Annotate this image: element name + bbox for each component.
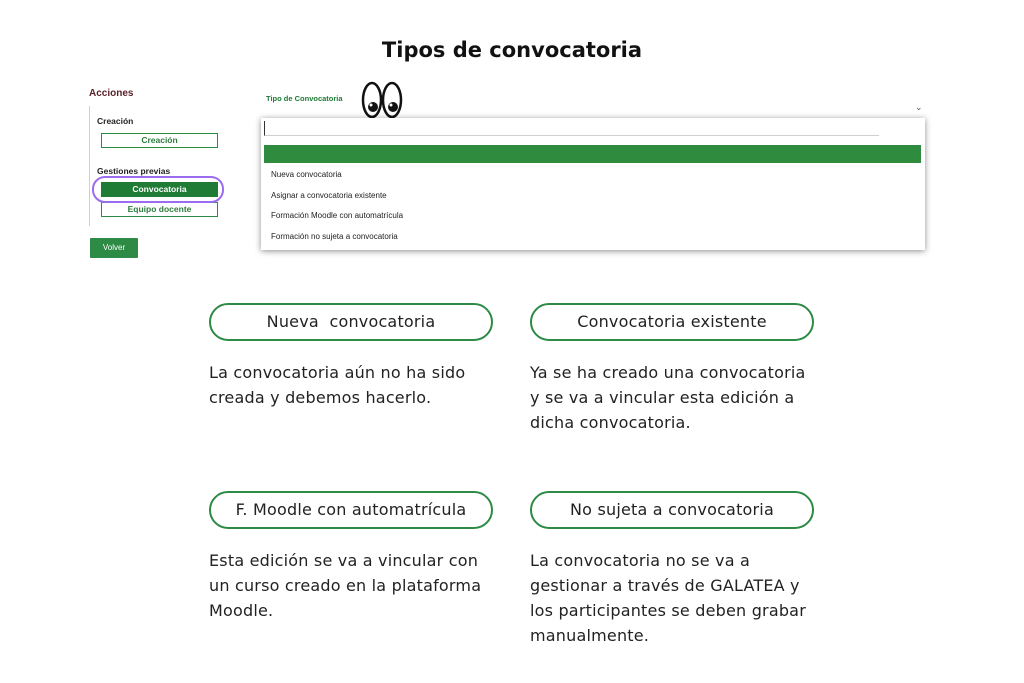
dropdown-selected-option[interactable]	[264, 145, 921, 163]
creacion-button[interactable]: Creación	[101, 133, 218, 148]
tipo-convocatoria-dropdown	[261, 118, 925, 250]
desc-moodle-automatricula: Esta edición se va a vincular con un curso creado en la plataforma Moodle.	[209, 551, 482, 620]
group-label-gestiones-previas: Gestiones previas	[97, 166, 171, 176]
pill-convocatoria-existente: Convocatoria existente	[530, 303, 814, 341]
sidebar-heading: Acciones	[89, 88, 134, 99]
volver-button[interactable]: Volver	[90, 238, 138, 258]
chevron-down-icon[interactable]: ⌄	[915, 102, 923, 112]
desc-no-sujeta: La convocatoria no se va a gestionar a través de GALATEA y los participantes se deben grabar manualmente.	[530, 551, 806, 645]
convocatoria-button[interactable]: Convocatoria	[101, 182, 218, 197]
group-label-creacion: Creación	[97, 116, 134, 126]
equipo-docente-button[interactable]: Equipo docente	[101, 202, 218, 217]
option-formacion-moodle[interactable]: Formación Moodle con automatrícula	[271, 211, 404, 220]
dropdown-search-input[interactable]	[264, 121, 879, 136]
sidebar-divider	[89, 106, 90, 226]
pill-nueva-convocatoria: Nueva convocatoria	[209, 303, 493, 341]
desc-convocatoria-existente: Ya se ha creado una convocatoria y se va a vincular esta edición a dicha convocatoria.	[530, 363, 806, 432]
tipo-convocatoria-label: Tipo de Convocatoria	[266, 94, 343, 103]
option-no-sujeta-convocatoria[interactable]: Formación no sujeta a convocatoria	[271, 232, 398, 241]
option-nueva-convocatoria[interactable]: Nueva convocatoria	[271, 170, 342, 179]
pill-no-sujeta: No sujeta a convocatoria	[530, 491, 814, 529]
page-title: Tipos de convocatoria	[381, 38, 643, 62]
eyes-icon	[361, 79, 405, 123]
pill-moodle-automatricula: F. Moodle con automatrícula	[209, 491, 493, 529]
highlight-ring	[92, 176, 224, 203]
desc-nueva-convocatoria: La convocatoria aún no ha sido creada y debemos hacerlo.	[209, 363, 466, 407]
option-asignar-convocatoria-existente[interactable]: Asignar a convocatoria existente	[271, 191, 387, 200]
